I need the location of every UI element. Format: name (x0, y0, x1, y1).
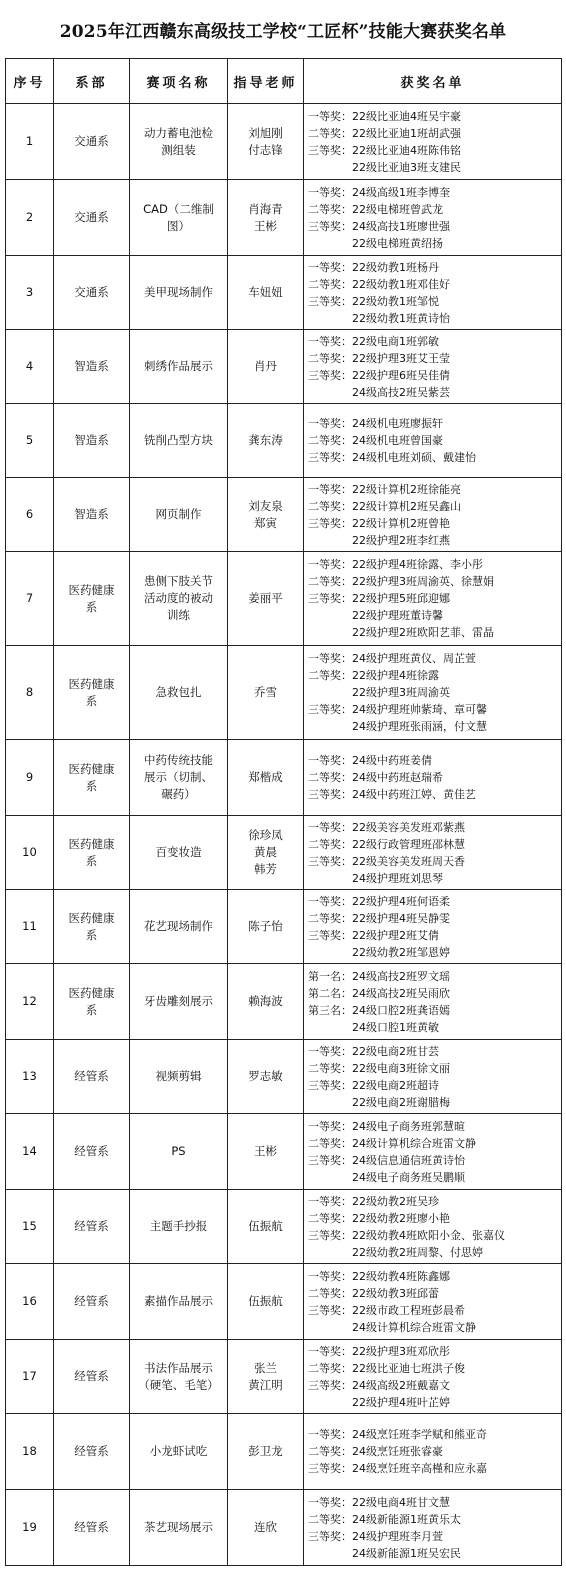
award-line: 一等奖：22级护理4班何语柔 (308, 894, 450, 908)
cell-teacher (228, 404, 304, 478)
table-row (6, 1114, 562, 1190)
award-line: 22级护理4班叶芷婷 (308, 1395, 450, 1409)
header-dept: 系部 (54, 59, 130, 104)
award-line: 三等奖：24级高技1班廖世强 (308, 219, 450, 233)
table-row (6, 330, 562, 404)
cell-teacher-text: 王彬 (254, 1144, 277, 1158)
award-line: 24级护理班张雨涵，付文慧 (308, 720, 487, 733)
award-line: 一等奖：22级美容美发班邓紫燕 (308, 820, 465, 834)
table-row (6, 478, 562, 552)
cell-no (6, 1190, 54, 1264)
cell-event-text: 铣削凸型方块 (144, 433, 213, 447)
cell-event (130, 890, 228, 964)
cell-teacher-text: 赖海波 (248, 994, 283, 1008)
cell-teacher (228, 1264, 304, 1340)
cell-event (130, 552, 228, 646)
cell-teacher (228, 740, 304, 816)
cell-no-text: 10 (22, 845, 37, 859)
award-line: 22级电商2班谢腊梅 (308, 1095, 450, 1109)
cell-dept (54, 1040, 130, 1114)
cell-dept-text: 经管系 (74, 1444, 109, 1458)
cell-event (130, 1414, 228, 1490)
award-table (5, 58, 562, 1566)
cell-dept (54, 330, 130, 404)
award-line: 三等奖：22级美容美发班周天香 (308, 854, 465, 868)
cell-no (6, 478, 54, 552)
cell-awards (304, 740, 562, 816)
cell-no-text: 5 (25, 433, 34, 447)
cell-dept (54, 256, 130, 330)
cell-event (130, 1340, 228, 1414)
cell-teacher (228, 104, 304, 180)
cell-no-text: 13 (22, 1069, 37, 1083)
cell-dept (54, 816, 130, 890)
award-line: 二等奖：24级机电班曾国豪 (308, 434, 443, 447)
table-row (6, 1490, 562, 1566)
award-line: 24级新能源1班吴宏民 (308, 1546, 461, 1560)
award-line: 22级护理2班李红燕 (308, 533, 450, 547)
award-line: 三等奖：22级幼教1班邹悦 (308, 294, 439, 308)
award-line: 二等奖：22级护理3班周渝英、徐慧娟 (308, 575, 494, 588)
cell-event (130, 1264, 228, 1340)
cell-awards (304, 552, 562, 646)
award-line: 三等奖：24级高级2班戴嘉文 (308, 1378, 450, 1392)
cell-awards (304, 256, 562, 330)
cell-event-text: 小龙虾试吃 (149, 1444, 208, 1458)
cell-event (130, 646, 228, 740)
cell-event-text: 视频剪辑 (155, 1069, 202, 1083)
award-line: 二等奖：22级计算机2班吴鑫山 (308, 499, 461, 513)
table-row (6, 1040, 562, 1114)
award-line: 22级护理班董诗馨 (308, 609, 443, 622)
cell-teacher-text: 张兰 黄江明 (248, 1360, 283, 1392)
award-line: 三等奖：24级中药班江婷、黄佳艺 (308, 788, 476, 801)
award-line: 三等奖：22级计算机2班曾艳 (308, 516, 450, 530)
award-line: 22级幼教2班邹恩婷 (308, 945, 450, 959)
award-line: 二等奖：22级幼教1班邓佳好 (308, 277, 450, 291)
cell-event-text: 素描作品展示 (144, 1294, 213, 1308)
award-line: 一等奖：22级幼教1班杨丹 (308, 260, 439, 274)
cell-event-text: 茶艺现场展示 (144, 1520, 213, 1534)
page-title: 2025年江西赣东高级技工学校“工匠杯”技能大赛获奖名单 (59, 21, 507, 42)
cell-teacher-text: 龚东涛 (248, 433, 283, 447)
cell-event-text: 急救包扎 (155, 685, 202, 699)
cell-dept-text: 医药健康 系 (68, 582, 115, 614)
cell-no-text: 14 (22, 1144, 37, 1158)
cell-no-text: 12 (22, 994, 37, 1008)
cell-awards (304, 478, 562, 552)
cell-event (130, 256, 228, 330)
cell-event (130, 1190, 228, 1264)
table-row (6, 256, 562, 330)
cell-no (6, 1414, 54, 1490)
cell-no-text: 11 (22, 919, 37, 933)
cell-dept (54, 1490, 130, 1566)
header-awards: 获奖名单 (304, 59, 562, 104)
award-line: 二等奖：24级烹饪班张睿豪 (308, 1445, 443, 1458)
cell-teacher-text: 刘友泉 郑寅 (248, 498, 283, 530)
cell-no-text: 19 (22, 1520, 37, 1534)
award-line: 22级幼教1班黄诗怡 (308, 311, 450, 325)
cell-no (6, 1040, 54, 1114)
cell-dept-text: 医药健康 系 (68, 676, 115, 708)
cell-dept-text: 交通系 (74, 285, 109, 299)
cell-no (6, 1340, 54, 1414)
cell-awards (304, 1414, 562, 1490)
cell-teacher (228, 330, 304, 404)
award-line: 二等奖：22级幼教2班廖小艳 (308, 1211, 450, 1225)
cell-no-text: 1 (25, 134, 34, 148)
cell-dept-text: 经管系 (74, 1520, 109, 1534)
award-line: 一等奖：22级电商1班郭敏 (308, 334, 439, 348)
cell-event-text: 网页制作 (155, 507, 202, 521)
cell-teacher (228, 256, 304, 330)
award-line: 二等奖：22级护理3班艾王莹 (308, 351, 450, 365)
award-line: 一等奖：24级中药班姜倩 (308, 754, 432, 767)
cell-event (130, 404, 228, 478)
cell-teacher (228, 816, 304, 890)
cell-event-text: 刺绣作品展示 (144, 359, 213, 373)
cell-no (6, 330, 54, 404)
cell-dept (54, 1340, 130, 1414)
cell-no-text: 9 (25, 770, 34, 784)
cell-no (6, 1114, 54, 1190)
cell-teacher-text: 刘旭刚 付志锋 (248, 125, 283, 157)
award-line: 24级护理班刘思琴 (308, 871, 443, 885)
award-line: 24级电子商务班吴鹏顺 (308, 1170, 465, 1184)
award-line: 一等奖：22级电商2班甘芸 (308, 1044, 439, 1058)
cell-dept (54, 552, 130, 646)
table-row (6, 552, 562, 646)
award-line: 三等奖：22级护理2班艾倩 (308, 928, 439, 942)
cell-no-text: 4 (25, 359, 34, 373)
cell-awards (304, 964, 562, 1040)
cell-no (6, 1264, 54, 1340)
cell-teacher-text: 伍振航 (248, 1294, 283, 1308)
table-row (6, 180, 562, 256)
cell-event (130, 1040, 228, 1114)
table-row (6, 1190, 562, 1264)
cell-awards (304, 890, 562, 964)
cell-no-text: 3 (25, 285, 34, 299)
cell-teacher (228, 478, 304, 552)
cell-event (130, 964, 228, 1040)
cell-event (130, 740, 228, 816)
cell-awards (304, 1040, 562, 1114)
cell-event (130, 180, 228, 256)
award-line: 22级电梯班黄绍扬 (308, 236, 443, 250)
table-body (6, 104, 562, 1566)
cell-teacher-text: 乔雪 (254, 685, 277, 699)
cell-awards (304, 180, 562, 256)
cell-dept (54, 404, 130, 478)
cell-teacher (228, 1340, 304, 1414)
award-line: 二等奖：24级新能源1班黄乐太 (308, 1512, 461, 1526)
cell-teacher-text: 肖丹 (254, 359, 277, 373)
award-line: 一等奖：22级幼教4班陈鑫娜 (308, 1269, 450, 1283)
cell-teacher-text: 车妞妞 (248, 285, 283, 299)
table-row (6, 740, 562, 816)
award-line: 三等奖：22级比亚迪4班陈伟铭 (308, 143, 461, 157)
cell-teacher-text: 肖海青 王彬 (248, 201, 283, 233)
table-row (6, 890, 562, 964)
cell-teacher-text: 罗志敏 (248, 1069, 283, 1083)
cell-awards (304, 330, 562, 404)
cell-no (6, 964, 54, 1040)
header-no: 序号 (6, 59, 54, 104)
cell-dept-text: 交通系 (74, 210, 109, 224)
cell-dept (54, 740, 130, 816)
award-line: 一等奖：22级护理3班邓欣彤 (308, 1344, 450, 1358)
table-row (6, 1340, 562, 1414)
cell-teacher-text: 彭卫龙 (248, 1444, 283, 1458)
cell-event-text: 动力蓄电池检 测组装 (144, 125, 213, 157)
cell-no (6, 646, 54, 740)
cell-teacher (228, 964, 304, 1040)
cell-teacher-text: 陈子怡 (248, 919, 283, 933)
award-line: 二等奖：22级电商3班徐文丽 (308, 1061, 450, 1075)
cell-teacher (228, 890, 304, 964)
award-line: 一等奖：22级电商4班甘文慧 (308, 1495, 450, 1509)
cell-dept (54, 890, 130, 964)
cell-no-text: 8 (25, 685, 34, 699)
table-row (6, 964, 562, 1040)
cell-no (6, 404, 54, 478)
cell-event-text: 百变妆造 (155, 845, 202, 859)
award-line: 一等奖：24级机电班廖振轩 (308, 417, 443, 430)
cell-dept-text: 智造系 (74, 507, 109, 521)
cell-no (6, 180, 54, 256)
cell-no (6, 1490, 54, 1566)
cell-awards (304, 1490, 562, 1566)
cell-dept (54, 104, 130, 180)
award-line: 24级计算机综合班雷文静 (308, 1320, 476, 1334)
cell-awards (304, 404, 562, 478)
award-line: 第一名：24级高技2班罗文瑶 (308, 969, 450, 983)
cell-dept-text: 经管系 (74, 1144, 109, 1158)
cell-event-text: 书法作品展示 （硬笔、毛笔） (138, 1360, 219, 1392)
header-event: 赛项名称 (130, 59, 228, 104)
cell-no-text: 7 (25, 591, 34, 605)
award-line: 三等奖：24级烹饪班辛高槿和应永嘉 (308, 1462, 487, 1475)
award-line: 三等奖：24级护理班李月萱 (308, 1529, 443, 1543)
award-line: 二等奖：24级中药班赵瑞希 (308, 771, 443, 784)
cell-dept-text: 智造系 (74, 359, 109, 373)
award-line: 三等奖：24级护理班帅紫琦、章可馨 (308, 703, 487, 716)
cell-event (130, 1114, 228, 1190)
cell-dept-text: 医药健康 系 (68, 836, 115, 868)
cell-event-text: CAD（二维制 图） (143, 201, 214, 233)
cell-dept-text: 经管系 (74, 1369, 109, 1383)
award-line: 二等奖：22级幼教3班邱蕾 (308, 1286, 439, 1300)
cell-event (130, 1490, 228, 1566)
cell-teacher (228, 552, 304, 646)
cell-awards (304, 1340, 562, 1414)
cell-awards (304, 1264, 562, 1340)
award-line: 第三名：24级口腔2班龚语嫣 (308, 1003, 450, 1017)
table-row (6, 816, 562, 890)
table-header-row (6, 59, 562, 104)
award-line: 一等奖：22级护理4班徐露、李小彤 (308, 558, 483, 571)
cell-no (6, 104, 54, 180)
award-line: 22级护理3班周渝英 (308, 686, 450, 699)
cell-dept-text: 经管系 (74, 1294, 109, 1308)
cell-teacher-text: 伍振航 (248, 1219, 283, 1233)
cell-dept (54, 1114, 130, 1190)
cell-teacher-text: 郑楷成 (248, 770, 283, 784)
award-line: 二等奖：22级比亚迪1班胡武强 (308, 126, 461, 140)
award-line: 三等奖：22级市政工程班彭晨希 (308, 1303, 465, 1317)
cell-dept-text: 智造系 (74, 433, 109, 447)
cell-no (6, 740, 54, 816)
award-line: 22级幼教2班周黎、付思婷 (308, 1245, 483, 1259)
cell-teacher-text: 姜丽平 (248, 591, 283, 605)
cell-event-text: PS (171, 1144, 186, 1158)
cell-teacher (228, 1190, 304, 1264)
cell-no-text: 17 (22, 1369, 37, 1383)
award-line: 一等奖：22级幼教2班吴珍 (308, 1194, 439, 1208)
cell-event (130, 478, 228, 552)
cell-awards (304, 816, 562, 890)
award-line: 二等奖：22级行政管理班邵林慧 (308, 837, 465, 851)
award-line: 一等奖：24级高级1班李博奎 (308, 185, 450, 199)
cell-awards (304, 646, 562, 740)
award-line: 一等奖：22级比亚迪4班吴宇豪 (308, 109, 461, 123)
cell-event-text: 主题手抄报 (149, 1219, 208, 1233)
cell-no-text: 2 (25, 210, 34, 224)
cell-dept-text: 交通系 (74, 134, 109, 148)
cell-awards (304, 1114, 562, 1190)
cell-dept (54, 1414, 130, 1490)
award-line: 22级比亚迪3班支建民 (308, 160, 461, 174)
cell-no (6, 256, 54, 330)
cell-dept (54, 1190, 130, 1264)
cell-dept (54, 964, 130, 1040)
cell-teacher-text: 徐珍凤 黄晨 韩芳 (248, 828, 283, 876)
cell-dept-text: 医药健康 系 (68, 910, 115, 942)
award-line: 三等奖：22级护理5班邱迎娜 (308, 592, 450, 605)
cell-event-text: 中药传统技能 展示（切制、 碾药） (144, 753, 213, 801)
award-line: 二等奖：22级护理4班吴静雯 (308, 911, 450, 925)
cell-no-text: 16 (22, 1294, 37, 1308)
cell-awards (304, 1190, 562, 1264)
cell-dept-text: 经管系 (74, 1069, 109, 1083)
award-line: 三等奖：22级幼教4班欧阳小金、张嘉仪 (308, 1228, 505, 1242)
table-row (6, 1264, 562, 1340)
table-row (6, 104, 562, 180)
cell-event-text: 患侧下肢关节 活动度的被动 训练 (144, 574, 213, 622)
cell-teacher (228, 1114, 304, 1190)
award-line: 第二名：24级高技2班吴雨欣 (308, 986, 450, 1000)
table-row (6, 404, 562, 478)
cell-event (130, 330, 228, 404)
cell-teacher (228, 1040, 304, 1114)
award-line: 24级口腔1班黄敏 (308, 1020, 439, 1034)
award-line: 二等奖：24级计算机综合班雷文静 (308, 1136, 476, 1150)
award-line: 一等奖：22级计算机2班徐能亮 (308, 482, 461, 496)
award-line: 三等奖：22级电商2班超诗 (308, 1078, 439, 1092)
award-line: 三等奖：24级机电班刘硕、戴建怡 (308, 451, 476, 464)
award-line: 一等奖：24级护理班黄仪、周芷萱 (308, 652, 476, 665)
award-line: 二等奖：22级护理4班徐露 (308, 669, 439, 682)
cell-dept (54, 1264, 130, 1340)
award-line: 二等奖：22级比亚迪七班洪子俊 (308, 1361, 465, 1375)
cell-dept (54, 180, 130, 256)
cell-no-text: 6 (25, 507, 34, 521)
cell-dept (54, 646, 130, 740)
cell-dept-text: 经管系 (74, 1219, 109, 1233)
award-line: 22级护理2班欧阳艺菲、雷晶 (308, 626, 494, 639)
cell-teacher (228, 1414, 304, 1490)
cell-event (130, 104, 228, 180)
cell-teacher (228, 1490, 304, 1566)
cell-event-text: 美甲现场制作 (144, 285, 213, 299)
table-row (6, 646, 562, 740)
cell-no (6, 816, 54, 890)
cell-dept-text: 医药健康 系 (68, 761, 115, 793)
cell-dept (54, 478, 130, 552)
table-row (6, 1414, 562, 1490)
award-line: 三等奖：22级护理6班吴佳倩 (308, 368, 450, 382)
award-line: 一等奖：24级烹饪班李学赋和熊亚奇 (308, 1428, 487, 1441)
cell-no-text: 15 (22, 1219, 37, 1233)
cell-event-text: 牙齿雕刻展示 (144, 994, 213, 1008)
cell-awards (304, 104, 562, 180)
cell-no (6, 890, 54, 964)
award-line: 24级高技2班吴紫芸 (308, 385, 450, 399)
cell-teacher-text: 连欣 (254, 1520, 277, 1534)
cell-event (130, 816, 228, 890)
header-teacher: 指导老师 (228, 59, 304, 104)
award-line: 三等奖：24级信息通信班黄诗怡 (308, 1153, 465, 1167)
cell-no-text: 18 (22, 1444, 37, 1458)
cell-teacher (228, 180, 304, 256)
cell-no (6, 552, 54, 646)
award-line: 一等奖：24级电子商务班郭慧暄 (308, 1119, 465, 1133)
cell-event-text: 花艺现场制作 (144, 919, 213, 933)
cell-teacher (228, 646, 304, 740)
award-line: 二等奖：22级电梯班曾武龙 (308, 202, 443, 216)
cell-dept-text: 医药健康 系 (68, 985, 115, 1017)
